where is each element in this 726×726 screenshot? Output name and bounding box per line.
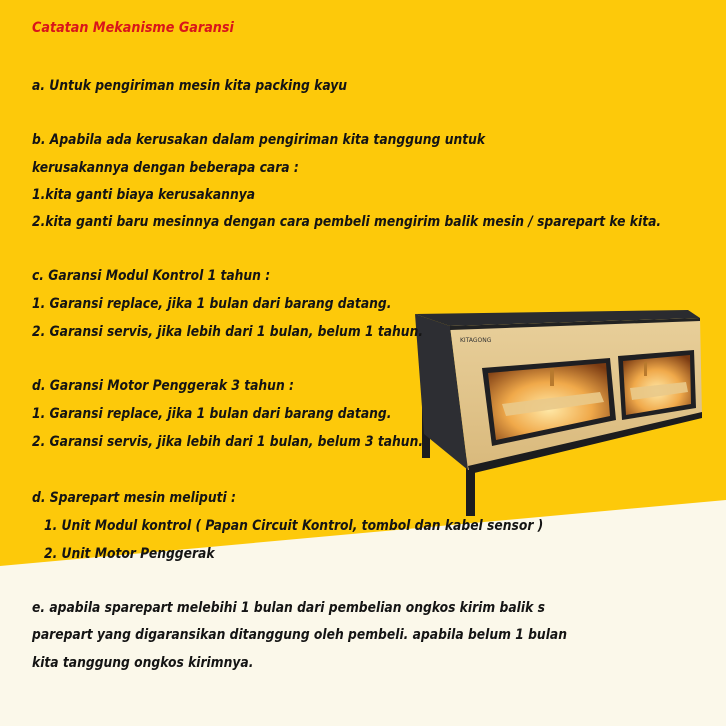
line-d1: 1. Garansi replace, jika 1 bulan dari barang datang. [32, 406, 392, 422]
line-sparepart-1: 1. Unit Modul kontrol ( Papan Circuit Kontrol, tombol dan kabel sensor ) [44, 518, 544, 534]
line-sparepart-2: 2. Unit Motor Penggerak [44, 546, 215, 562]
line-b4: 2.kita ganti baru mesinnya dengan cara pembeli mengirim balik mesin / sparepart ke kita. [32, 214, 662, 230]
line-d-sparepart-heading: d. Sparepart mesin meliputi : [32, 490, 236, 506]
line-d2: 2. Garansi servis, jika lebih dari 1 bulan, belum 3 tahun. [32, 434, 424, 450]
line-e3: kita tanggung ongkos kirimnya. [32, 655, 254, 671]
incubator-machine-image [410, 308, 710, 518]
line-a: a. Untuk pengiriman mesin kita packing kayu [32, 78, 348, 94]
line-e1: e. apabila sparepart melebihi 1 bulan dari pembelian ongkos kirim balik s [32, 600, 545, 616]
line-b2: kerusakannya dengan beberapa cara : [32, 160, 299, 176]
machine-brand-label: KITAGONG [460, 337, 492, 344]
line-c-heading: c. Garansi Modul Kontrol 1 tahun : [32, 268, 271, 284]
line-d-heading: d. Garansi Motor Penggerak 3 tahun : [32, 378, 294, 394]
line-c2: 2. Garansi servis, jika lebih dari 1 bulan, belum 1 tahun. [32, 324, 424, 340]
line-b1: b. Apabila ada kerusakan dalam pengiriman kita tanggung untuk [32, 132, 486, 148]
line-b3: 1.kita ganti biaya kerusakannya [32, 187, 256, 203]
page-title: Catatan Mekanisme Garansi [32, 20, 234, 36]
line-e2: parepart yang digaransikan ditanggung oleh pembeli. apabila belum 1 bulan [32, 627, 568, 643]
line-c1: 1. Garansi replace, jika 1 bulan dari barang datang. [32, 296, 392, 312]
